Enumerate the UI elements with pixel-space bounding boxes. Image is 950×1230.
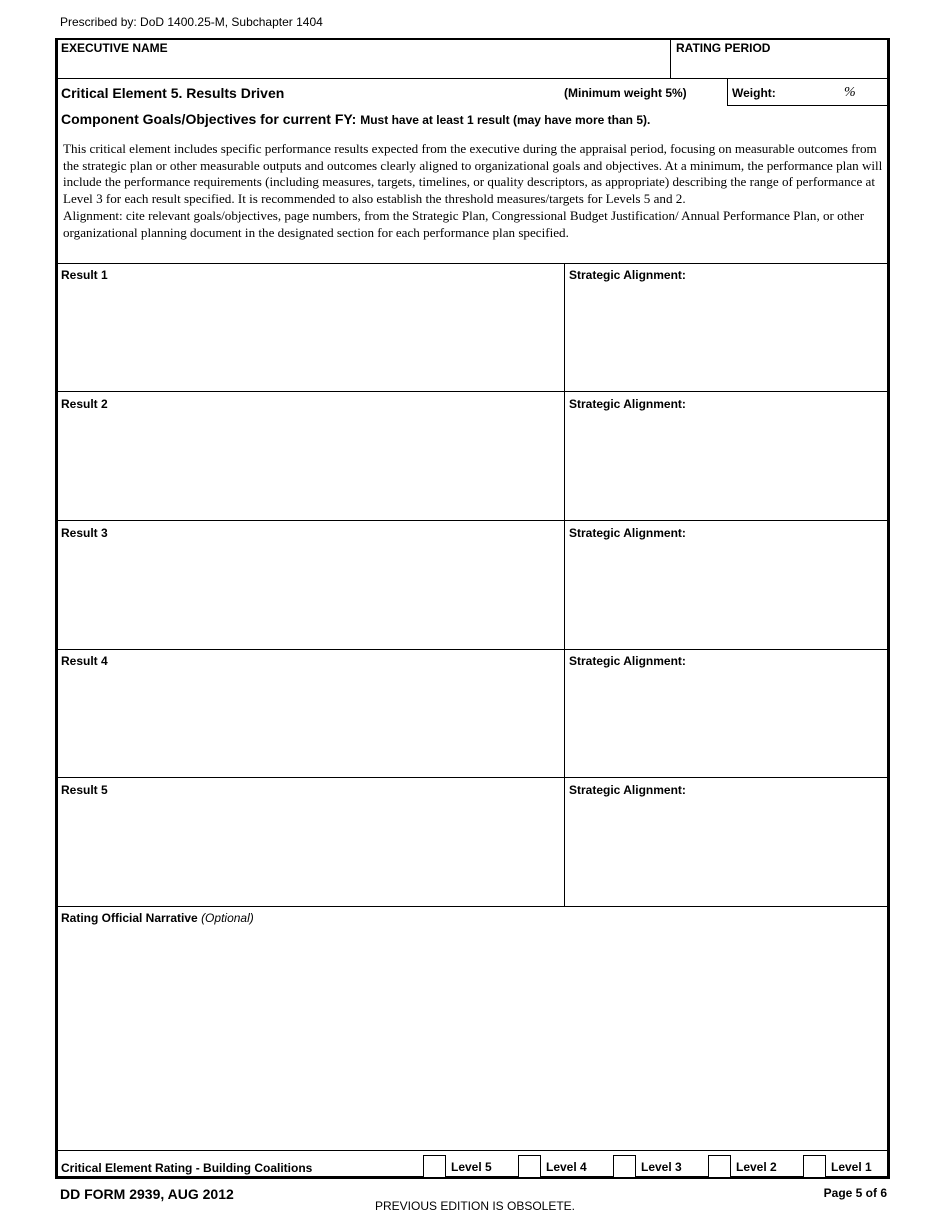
level-1-label: Level 1 (831, 1160, 872, 1174)
strategic-alignment-3-label: Strategic Alignment: (569, 526, 686, 540)
divider (58, 906, 887, 907)
strategic-alignment-5-label: Strategic Alignment: (569, 783, 686, 797)
result-1-field[interactable] (60, 284, 560, 388)
executive-name-label: EXECUTIVE NAME (61, 41, 168, 55)
result-2-field[interactable] (60, 413, 560, 517)
result-5-label: Result 5 (61, 783, 108, 797)
divider (58, 263, 887, 264)
level-4-checkbox[interactable] (518, 1155, 541, 1178)
strategic-alignment-4-field[interactable] (568, 670, 884, 774)
instructions-paragraph-1: This critical element includes specific performance results expected from the executive during the appraisal period, focusing on measurable outcomes from the strategic plan or other measurable outputs and outcomes clearly aligned to organizational goals and objectives. At a minimum, the performance plan will include the performance requirements (including measures, targets, timelines, or quality descriptors, as appropriate) describing the range of performance at Level 3 for each result specified. It is recommended to also establish the threshold measures/targets for Levels 5 and 2. (63, 141, 883, 207)
column-divider (564, 263, 565, 906)
narrative-optional: (Optional) (201, 911, 254, 925)
executive-name-field[interactable] (60, 54, 666, 76)
result-3-field[interactable] (60, 542, 560, 646)
level-5-checkbox[interactable] (423, 1155, 446, 1178)
divider (58, 649, 887, 650)
strategic-alignment-2-field[interactable] (568, 413, 884, 517)
strategic-alignment-5-field[interactable] (568, 799, 884, 903)
divider (727, 78, 728, 105)
goals-note: Must have at least 1 result (may have more than 5). (360, 113, 651, 127)
narrative-field[interactable] (60, 927, 884, 1147)
level-2-label: Level 2 (736, 1160, 777, 1174)
edition-note: PREVIOUS EDITION IS OBSOLETE. (374, 1199, 576, 1213)
weight-label: Weight: (732, 86, 776, 100)
rating-label: Critical Element Rating - Building Coalitions (61, 1161, 313, 1175)
result-1-label: Result 1 (61, 268, 108, 282)
strategic-alignment-3-field[interactable] (568, 542, 884, 646)
weight-percent-sign: % (844, 85, 856, 100)
divider (58, 391, 887, 392)
minimum-weight-note: (Minimum weight 5%) (564, 86, 687, 100)
result-2-label: Result 2 (61, 397, 108, 411)
divider (670, 40, 671, 78)
critical-element-title: Critical Element 5. Results Driven (61, 85, 285, 101)
strategic-alignment-1-field[interactable] (568, 284, 884, 388)
divider (58, 777, 887, 778)
narrative-label-text: Rating Official Narrative (61, 911, 198, 925)
result-3-label: Result 3 (61, 526, 108, 540)
level-2-checkbox[interactable] (708, 1155, 731, 1178)
divider (58, 1150, 887, 1151)
goals-heading (61, 111, 650, 127)
rating-period-field[interactable] (674, 54, 884, 76)
instructions-text (63, 141, 885, 241)
page-number: Page 5 of 6 (823, 1186, 887, 1200)
result-5-field[interactable] (60, 799, 560, 903)
level-1-checkbox[interactable] (803, 1155, 826, 1178)
form-number: DD FORM 2939, AUG 2012 (60, 1186, 234, 1202)
goals-heading-text: Component Goals/Objectives for current FY: (61, 111, 357, 127)
strategic-alignment-2-label: Strategic Alignment: (569, 397, 686, 411)
result-4-label: Result 4 (61, 654, 108, 668)
strategic-alignment-4-label: Strategic Alignment: (569, 654, 686, 668)
rating-period-label: RATING PERIOD (676, 41, 771, 55)
level-3-label: Level 3 (641, 1160, 682, 1174)
divider (727, 105, 887, 106)
result-4-field[interactable] (60, 670, 560, 774)
prescribed-by: Prescribed by: DoD 1400.25-M, Subchapter 1404 (60, 15, 323, 29)
level-5-label: Level 5 (451, 1160, 492, 1174)
narrative-label (61, 911, 254, 925)
level-4-label: Level 4 (546, 1160, 587, 1174)
divider (58, 520, 887, 521)
form-body (55, 38, 890, 1179)
instructions-paragraph-2: Alignment: cite relevant goals/objectives, page numbers, from the Strategic Plan, Congressional Budget Justification/ Annual Performance Plan, or other organizational planning document in the designated section for each performance plan specified. (63, 207, 865, 240)
weight-input[interactable] (780, 82, 842, 102)
divider (58, 78, 887, 79)
level-3-checkbox[interactable] (613, 1155, 636, 1178)
strategic-alignment-1-label: Strategic Alignment: (569, 268, 686, 282)
